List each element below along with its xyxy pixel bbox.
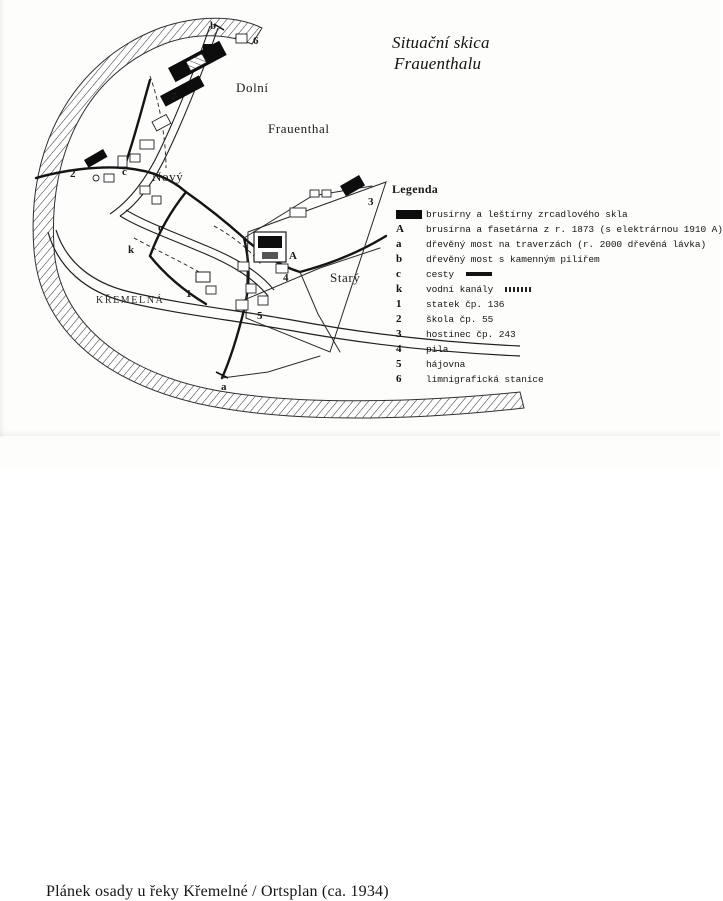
legend-key: [392, 297, 426, 311]
map-label: Starý: [330, 270, 361, 285]
legend-key-glyph: 4: [396, 343, 402, 355]
legend-key-glyph: k: [396, 283, 403, 295]
legend-key: [392, 372, 426, 386]
legend-key: [392, 207, 426, 221]
legend-key: [392, 267, 426, 281]
legend-label: cesty: [426, 268, 455, 280]
legend-label: brusírna a fasetárna z r. 1873 (s elektrárnou 1910 A): [426, 223, 723, 235]
legend-row: [392, 222, 723, 236]
legend-key: [392, 312, 426, 326]
legend-key-glyph: b: [396, 253, 403, 265]
legend-label: pila: [426, 343, 449, 355]
scan-edge-bottom: [0, 430, 720, 436]
legend-label: dřevěný most na traverzách (r. 2000 dřevěná lávka): [426, 238, 707, 250]
map-label: 7: [171, 91, 177, 103]
legend-key-glyph: 2: [396, 313, 402, 325]
legend-label: škola čp. 55: [426, 313, 494, 325]
map-label: 2: [70, 168, 76, 180]
map-label: A: [289, 250, 297, 262]
map-title-line1: Situační skica: [392, 33, 490, 52]
map-label: 1: [186, 288, 192, 300]
map-label: c: [158, 222, 163, 234]
legend-swatch-canal-icon: [505, 287, 531, 292]
legend-key: [392, 252, 426, 266]
legend-key: [392, 342, 426, 356]
map-label: 3: [368, 196, 374, 208]
legend-label: dřevěný most s kamenným pilířem: [426, 253, 600, 265]
legend-row: [392, 207, 704, 221]
caption-area: [0, 437, 720, 900]
legend-row: [392, 237, 707, 251]
legend-row: [392, 357, 704, 371]
legend-key: [392, 237, 426, 251]
map-caption: Plánek osady u řeky Křemelné / Ortsplan (ca. 1934): [46, 883, 389, 900]
legend-key-glyph: 6: [396, 373, 402, 385]
map-title-line2: Frauenthalu: [394, 54, 482, 73]
legend-title: Legenda: [392, 182, 439, 196]
legend-label: brusírny a leštírny zrcadlového skla: [426, 208, 628, 220]
legend-key: [392, 327, 426, 341]
legend-row: [392, 297, 704, 311]
legend-key-glyph: 1: [396, 298, 402, 310]
buildings-stary: [196, 175, 365, 310]
legend-row: [392, 372, 704, 386]
legend-row: [392, 252, 704, 266]
map-label: Dolní: [236, 80, 269, 95]
map-label: KŘEMELNÁ: [96, 295, 165, 306]
bridge-markers: [214, 24, 228, 378]
map-label: 6: [253, 35, 259, 47]
legend-label: statek čp. 136: [426, 298, 505, 310]
legend-key: [392, 357, 426, 371]
legend-row: [392, 342, 704, 356]
legend-swatch-road-icon: [466, 272, 492, 276]
legend-swatch-glassworks-icon: [396, 210, 422, 219]
map-label: k: [128, 244, 135, 256]
legend-key-glyph: 3: [396, 328, 402, 340]
map-label: a: [221, 381, 227, 393]
legend-key-glyph: c: [396, 268, 401, 280]
map-label: 5: [257, 310, 263, 322]
legend-key: [392, 222, 426, 236]
legend-rows: [392, 207, 723, 386]
legend-row: [392, 267, 704, 281]
legend-row: [392, 282, 704, 296]
legend-label: vodní kanály: [426, 283, 494, 295]
legend-row: [392, 327, 704, 341]
map-label: 4: [283, 272, 289, 284]
map-label: c: [122, 166, 127, 178]
legend: [392, 182, 723, 387]
legend-label: hájovna: [426, 358, 466, 370]
legend-label: hostinec čp. 243: [426, 328, 516, 340]
legend-key-glyph: a: [396, 238, 402, 250]
legend-key: [392, 282, 426, 296]
legend-key-glyph: 5: [396, 358, 402, 370]
map-label: Nový: [152, 169, 184, 184]
legend-label: limnigrafická stanice: [426, 373, 544, 385]
map-title: [392, 32, 490, 74]
legend-row: [392, 312, 704, 326]
map-label: b: [210, 20, 217, 32]
legend-key-glyph: A: [396, 223, 404, 235]
map-label: Frauenthal: [268, 121, 330, 136]
buildings-dolni: [130, 34, 247, 162]
scan-edge-left: [0, 0, 5, 437]
